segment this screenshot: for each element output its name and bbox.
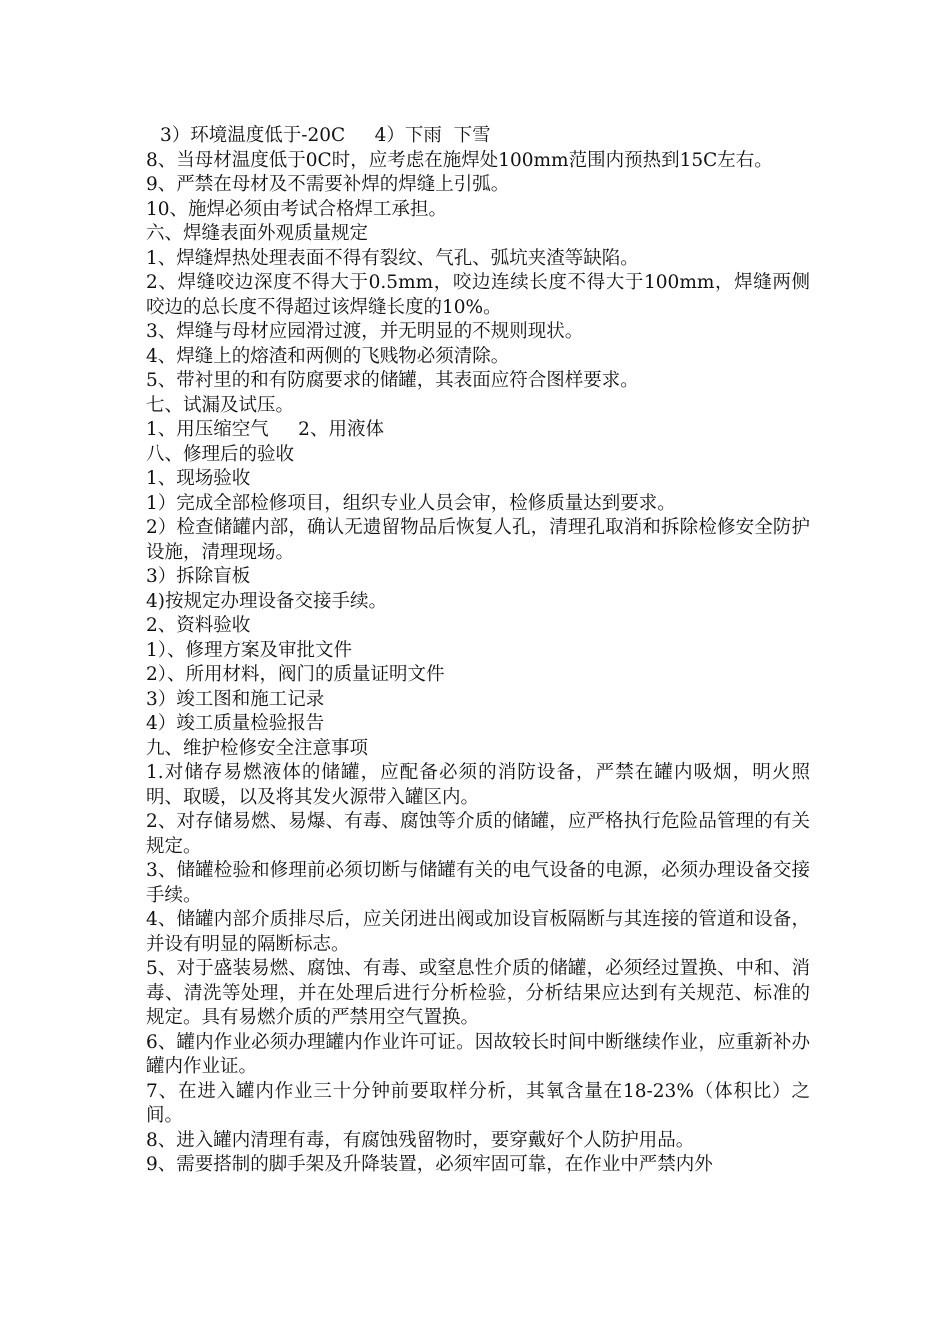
paragraph: 3、焊缝与母材应园滑过渡，并无明显的不规则现状。	[146, 321, 584, 342]
paragraph: 1.对储存易燃液体的储罐，应配备必须的消防设备，严禁在罐内吸烟，明火照明、取暖，以及将其发火源带入罐区内。	[146, 762, 810, 808]
paragraph: 4、焊缝上的熔渣和两侧的飞贱物必须清除。	[146, 345, 510, 367]
paragraph: 5、带衬里的和有防腐要求的储罐，其表面应符合图样要求。	[146, 370, 639, 391]
paragraph: 9、需要搭制的脚手架及升降装置，必须牢固可靠，在作业中严禁内外	[146, 1154, 713, 1175]
section-heading: 七、试漏及试压。	[146, 394, 295, 416]
paragraph: 2、焊缝咬边深度不得大于0.5mm，咬边连续长度不得大于100mm，焊缝两侧咬边的总长度不得超过该焊缝长度的10%。	[146, 272, 810, 318]
section-heading: 九、维护检修安全注意事项	[146, 737, 369, 759]
paragraph: 9、严禁在母材及不需要补焊的焊缝上引弧。	[146, 174, 510, 195]
paragraph: 3）拆除盲板	[146, 566, 251, 587]
paragraph: 1）完成全部检修项目，组织专业人员会审，检修质量达到要求。	[146, 492, 676, 514]
paragraph: 7、在进入罐内作业三十分钟前要取样分析，其氧含量在18-23%（体积比）之间。	[146, 1080, 810, 1126]
paragraph: 3）竣工图和施工记录	[146, 688, 325, 710]
paragraph: 1、现场验收	[146, 468, 251, 489]
section-heading: 八、修理后的验收	[146, 443, 295, 465]
paragraph: 3、储罐检验和修理前必须切断与储罐有关的电气设备的电源，必须办理设备交接手续。	[146, 860, 810, 906]
paragraph: 3）环境温度低于-20C 4）下雨 下雪	[160, 125, 491, 146]
paragraph: 2、对存储易燃、易爆、有毒、腐蚀等介质的储罐，应严格执行危险品管理的有关规定。	[146, 811, 810, 857]
paragraph: 5、对于盛装易燃、腐蚀、有毒、或窒息性介质的储罐，必须经过置换、中和、消毒、清洗等处理，并在处理后进行分析检验，分析结果应达到有关规范、标准的规定。具有易燃介质的严禁用空气置换。	[146, 958, 810, 1028]
paragraph: 1、焊缝焊热处理表面不得有裂纹、气孔、弧坑夹渣等缺陷。	[146, 247, 639, 269]
paragraph: 4)按规定办理设备交接手续。	[146, 590, 387, 612]
paragraph: 10、施焊必须由考试合格焊工承担。	[146, 198, 448, 220]
paragraph: 4）竣工质量检验报告	[146, 713, 325, 734]
paragraph: 1、用压缩空气 2、用液体	[146, 419, 384, 440]
paragraph: 2）、所用材料，阀门的质量证明文件	[146, 664, 445, 685]
paragraph: 4、储罐内部介质排尽后，应关闭进出阀或加设盲板隔断与其连接的管道和设备，并设有明显的隔断标志。	[146, 909, 810, 955]
document-body	[146, 124, 810, 1178]
paragraph: 8、进入罐内清理有毒，有腐蚀残留物时，要穿戴好个人防护用品。	[146, 1129, 695, 1151]
paragraph: 6、罐内作业必须办理罐内作业许可证。因故较长时间中断继续作业，应重新补办罐内作业证。	[146, 1031, 810, 1077]
paragraph: 2、资料验收	[146, 615, 251, 636]
paragraph: 2）检查储罐内部，确认无遗留物品后恢复人孔，清理孔取消和拆除检修安全防护设施，清理现场。	[146, 517, 810, 563]
section-heading: 六、焊缝表面外观质量规定	[146, 223, 369, 244]
paragraph: 8、当母材温度低于0C时，应考虑在施焊处100mm范围内预热到15C左右。	[146, 149, 773, 171]
paragraph: 1）、修理方案及审批文件	[146, 639, 353, 661]
